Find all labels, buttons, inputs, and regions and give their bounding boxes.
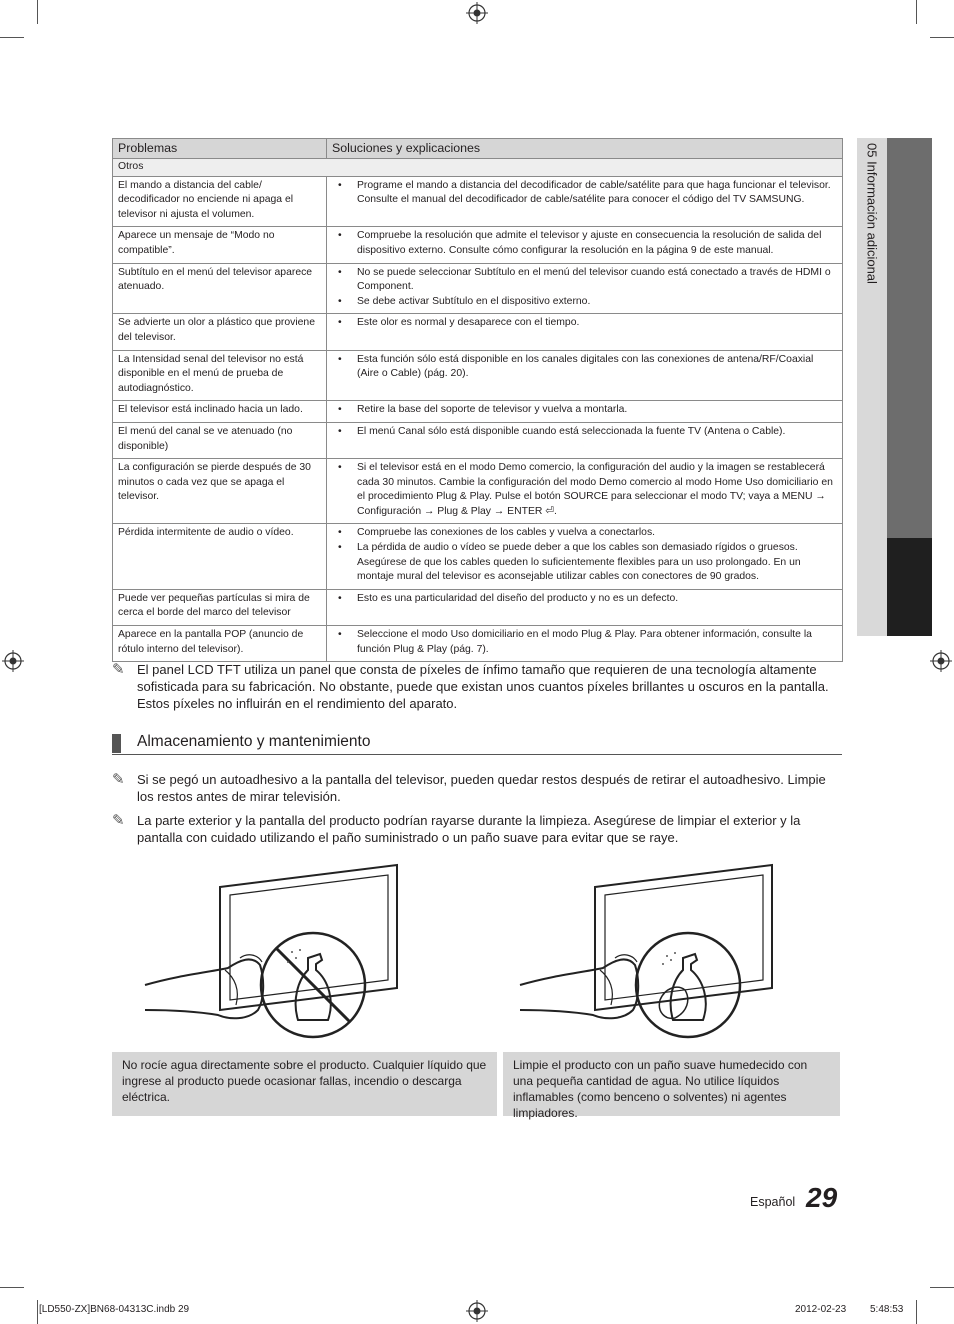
table-row <box>113 176 843 227</box>
footer-language: Español <box>750 1195 796 1209</box>
problem-cell: El televisor está inclinado hacia un lado. <box>113 401 327 423</box>
table-row <box>113 227 843 263</box>
section-marker <box>112 734 121 753</box>
note-pencil-icon: ✎ <box>112 812 125 829</box>
solution-list <box>332 526 837 584</box>
registration-mark-icon <box>2 650 24 672</box>
registration-mark-icon <box>466 1300 488 1322</box>
table-row <box>113 422 843 458</box>
solution-list <box>332 229 837 258</box>
solution-cell <box>327 350 843 401</box>
problem-cell: Aparece en la pantalla POP (anuncio de rótulo interno del televisor). <box>113 626 327 662</box>
note-sticker <box>112 771 844 805</box>
note-text: El panel LCD TFT utiliza un panel que consta de píxeles de ínfimo tamaño que requieren de una tecnología altamente sofisticada para su fabricación. No obstante, puede que existan unos cuantos píxeles brillantes u oscuros en la pantalla. Estos píxeles no influirán en el rendimiento del aparato. <box>137 662 829 711</box>
solution-cell <box>327 626 843 662</box>
solution-item: • Programe el mando a distancia del decodificador de cable/satélite para que haga funcionar el televisor. Consulte el manual del decodificador de cable/satélite para conocer el código del TV SAMSUNG. <box>357 179 837 208</box>
solution-cell <box>327 524 843 589</box>
solution-cell <box>327 227 843 263</box>
solution-cell <box>327 459 843 524</box>
solution-cell <box>327 176 843 227</box>
illustration-cloth-cleaning <box>515 860 795 1045</box>
section-rule <box>112 754 842 755</box>
crop-mark <box>916 0 917 24</box>
registration-mark-icon <box>466 2 488 24</box>
slug-file: [LD550-ZX]BN68-04313C.indb 29 <box>39 1304 190 1315</box>
solution-item: • Este olor es normal y desaparece con el tiempo. <box>357 316 837 331</box>
solution-item: • Esto es una particularidad del diseño del producto y no es un defecto. <box>357 592 837 607</box>
problem-cell: Aparece un mensaje de “Modo no compatible”. <box>113 227 327 263</box>
note-cleaning <box>112 812 844 846</box>
table-row <box>113 589 843 625</box>
solution-item: • Esta función sólo está disponible en los canales digitales con las conexiones de antena/RF/Coaxial (Aire o Cable) (pág. 20). <box>357 353 837 382</box>
crop-mark <box>0 37 24 38</box>
problem-cell: Puede ver pequeñas partículas si mira de cerca el borde del marco del televisor <box>113 589 327 625</box>
table-row <box>113 263 843 314</box>
chapter-label: 05 Información adicional <box>864 143 880 284</box>
caption-cloth-cleaning: Limpie el producto con un paño suave humedecido con una pequeña cantidad de agua. No utilice líquidos inflamables (como benceno o solventes) ni agentes limpiadores. <box>503 1052 840 1116</box>
problem-cell: Se advierte un olor a plástico que proviene del televisor. <box>113 314 327 350</box>
crop-mark <box>37 1300 38 1324</box>
solution-list <box>332 403 837 418</box>
side-tab-block <box>887 538 932 636</box>
slug-time: 5:48:53 <box>870 1304 904 1315</box>
problem-cell: Pérdida intermitente de audio o vídeo. <box>113 524 327 589</box>
table-row <box>113 459 843 524</box>
page-number: 29 <box>806 1182 838 1213</box>
solution-item: • La pérdida de audio o vídeo se puede deber a que los cables son demasiado rígidos o gruesos. Asegúrese de que los cables queden lo suficientemente flexibles para un uso prolongado. En un montaje mural del televisor es aconsejable utilizar cables con conectores de 90 grados. <box>357 541 837 585</box>
problem-cell: El menú del canal se ve atenuado (no disponible) <box>113 422 327 458</box>
table-row <box>113 401 843 423</box>
solution-list <box>332 425 837 440</box>
caption-no-spray: No rocíe agua directamente sobre el producto. Cualquier líquido que ingrese al producto puede ocasionar fallas, incendio o descarga eléctrica. <box>112 1052 497 1116</box>
solution-list <box>332 353 837 382</box>
crop-mark <box>37 0 38 24</box>
solution-cell <box>327 589 843 625</box>
table-header-row <box>113 139 843 159</box>
solution-cell <box>327 422 843 458</box>
solution-item: • Seleccione el modo Uso domiciliario en el modo Plug & Play. Para obtener información, consulte la función Plug & Play (pág. 7). <box>357 628 837 657</box>
crop-mark <box>0 1287 24 1288</box>
illustration-no-spray <box>140 860 420 1045</box>
solution-list <box>332 592 837 607</box>
solution-item: • No se puede seleccionar Subtítulo en el menú del televisor cuando está conectado a través de HDMI o Component. <box>357 266 837 295</box>
category-label: Otros <box>113 159 843 177</box>
crop-mark <box>930 1287 954 1288</box>
problem-cell: La configuración se pierde después de 30 minutos o cada vez que se apaga el televisor. <box>113 459 327 524</box>
solution-item: • Si el televisor está en el modo Demo comercio, la configuración del audio y la imagen se restablecerá cada 30 minutos. Cambie la configuración del modo Demo comercio al modo Home Uso domiciliario en el procedimiento Plug & Play. Pulse el botón SOURCE para seleccionar el modo TV; vaya a MENU → Configuración → Plug & Play → ENTER ⏎. <box>357 461 837 519</box>
registration-mark-icon <box>930 650 952 672</box>
note-lcd <box>112 661 844 712</box>
table-row <box>113 524 843 589</box>
column-header: Soluciones y explicaciones <box>327 139 843 159</box>
solution-item: • Compruebe las conexiones de los cables y vuelva a conectarlos. <box>357 526 837 541</box>
solution-item: • Compruebe la resolución que admite el televisor y ajuste en consecuencia la resolución de salida del dispositivo externo. Consulte cómo configurar la resolución en la página 9 de este manual. <box>357 229 837 258</box>
table-row <box>113 314 843 350</box>
table-row <box>113 626 843 662</box>
solution-cell <box>327 401 843 423</box>
solution-list <box>332 179 837 208</box>
solution-list <box>332 461 837 519</box>
crop-mark <box>916 1300 917 1324</box>
section-title: Almacenamiento y mantenimiento <box>137 733 371 750</box>
solution-cell <box>327 263 843 314</box>
note-pencil-icon: ✎ <box>112 661 125 678</box>
note-text: La parte exterior y la pantalla del producto podrían rayarse durante la limpieza. Asegúrese de limpiar el exterior y la pantalla con cuidado utilizando el paño suministrado o un paño suave para evitar que se raye. <box>137 813 801 845</box>
solution-cell <box>327 314 843 350</box>
table-row <box>113 350 843 401</box>
solution-list <box>332 316 837 331</box>
troubleshooting-table <box>112 138 843 662</box>
solution-item: • Se debe activar Subtítulo en el dispositivo externo. <box>357 295 837 310</box>
solution-item: • Retire la base del soporte de televisor y vuelva a montarla. <box>357 403 837 418</box>
solution-list <box>332 628 837 657</box>
note-pencil-icon: ✎ <box>112 771 125 788</box>
slug-date: 2012-02-23 <box>795 1304 847 1315</box>
solution-list <box>332 266 837 310</box>
problem-cell: El mando a distancia del cable/ decodificador no enciende ni apaga el televisor ni ajusta el volumen. <box>113 176 327 227</box>
side-tab-block <box>887 138 932 538</box>
column-header: Problemas <box>113 139 327 159</box>
crop-mark <box>930 37 954 38</box>
solution-item: • El menú Canal sólo está disponible cuando está seleccionada la fuente TV (Antena o Cable). <box>357 425 837 440</box>
note-text: Si se pegó un autoadhesivo a la pantalla del televisor, pueden quedar restos después de retirar el autoadhesivo. Limpie los restos antes de mirar televisión. <box>137 772 826 804</box>
problem-cell: Subtítulo en el menú del televisor aparece atenuado. <box>113 263 327 314</box>
problem-cell: La Intensidad senal del televisor no está disponible en el menú de prueba de autodiagnóstico. <box>113 350 327 401</box>
category-row <box>113 159 843 177</box>
